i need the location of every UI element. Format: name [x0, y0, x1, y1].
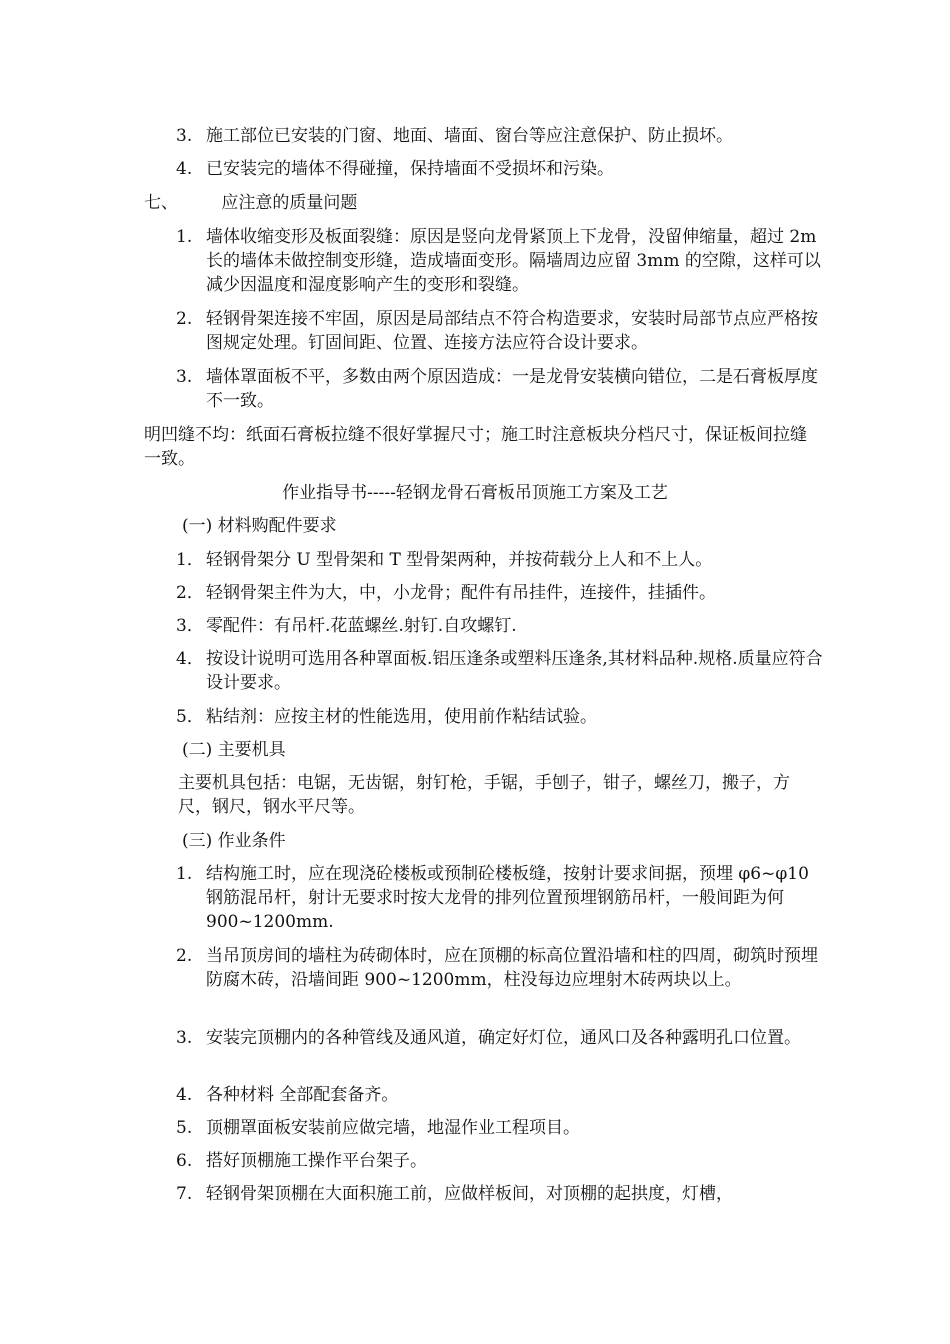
item-text: 轻钢骨架分 U 型骨架和 T 型骨架两种，并按荷载分上人和不上人。: [206, 550, 713, 570]
item-text: 轻钢骨架主件为大，中，小龙骨；配件有吊挂件，连接件，挂插件。: [206, 583, 716, 603]
list-item: [176, 157, 826, 181]
item-number: 3．: [176, 616, 204, 636]
item-number: 2.: [176, 946, 193, 966]
subsection-heading: (三) 作业条件: [182, 831, 286, 851]
list-item: [176, 1149, 826, 1173]
tools-paragraph: 主要机具包括：电锯，无齿锯，射钉枪，手锯，手刨子，钳子，螺丝刀，搬子，方尺，钢尺，钢水平尺等。: [178, 773, 790, 817]
list-item: [176, 862, 826, 934]
item-text: 墙体罩面板不平，多数由两个原因造成：一是龙骨安装横向错位，二是石膏板厚度不一致。: [206, 367, 818, 411]
item-number: 1.: [176, 227, 193, 247]
section-number: 七、: [144, 193, 178, 213]
item-number: 3.: [176, 1028, 193, 1048]
list-item: [176, 1182, 826, 1206]
item-text: 轻钢骨架连接不牢固，原因是局部结点不符合构造要求，安装时局部节点应严格按图规定处理。钉固间距、位置、连接方法应符合设计要求。: [206, 309, 818, 353]
item-number: 4.: [176, 1085, 193, 1105]
document-title: 作业指导书-----轻钢龙骨石膏板吊顶施工方案及工艺: [282, 483, 668, 503]
item-text: 各种材料 全部配套备齐。: [206, 1085, 399, 1105]
item-text: 当吊顶房间的墙柱为砖砌体时，应在顶棚的标高位置沿墙和柱的四周，砌筑时预埋防腐木砖，沿墙间距 900~1200mm，柱没每边应埋射木砖两块以上。: [206, 946, 818, 990]
list-item: [176, 705, 826, 729]
item-number: 3.: [176, 367, 193, 387]
item-text: 搭好顶棚施工操作平台架子。: [206, 1151, 427, 1171]
item-number: 4.: [176, 159, 193, 179]
item-text: 结构施工时，应在现浇砼楼板或预制砼楼板缝，按射计要求间据，预埋 φ6~φ10 钢筋混吊杆，射计无要求时按大龙骨的排列位置预埋钢筋吊杆，一般间距为何 900~1200mm.: [206, 864, 809, 932]
item-number: 6.: [176, 1151, 193, 1171]
list-item: [176, 124, 826, 148]
list-item: [176, 1026, 826, 1050]
item-number: 5．: [176, 707, 204, 727]
list-item: [176, 548, 826, 572]
list-item: [176, 647, 826, 695]
item-text: 粘结剂：应按主材的性能选用，使用前作粘结试验。: [206, 707, 597, 727]
item-number: 5.: [176, 1118, 193, 1138]
list-item: [176, 944, 826, 992]
list-item: [176, 581, 826, 605]
item-text: 施工部位已安装的门窗、地面、墙面、窗台等应注意保护、防止损坏。: [206, 126, 733, 146]
item-number: 2．: [176, 583, 204, 603]
list-item: [176, 1083, 826, 1107]
note-paragraph: 明凹缝不均：纸面石膏板拉缝不很好掌握尺寸；施工时注意板块分档尺寸，保证板间拉缝一致。: [144, 425, 807, 469]
item-number: 1．: [176, 550, 204, 570]
item-number: 2.: [176, 309, 193, 329]
item-number: 7.: [176, 1184, 193, 1204]
list-item: [176, 614, 826, 638]
item-text: 已安装完的墙体不得碰撞，保持墙面不受损坏和污染。: [206, 159, 614, 179]
item-number: 3.: [176, 126, 193, 146]
item-text: 墙体收缩变形及板面裂缝：原因是竖向龙骨紧顶上下龙骨，没留伸缩量，超过 2m 长的墙体未做控制变形缝，造成墙面变形。隔墙周边应留 3mm 的空隙，这样可以减少因温度和湿度影响产生的变形和裂缝。: [206, 227, 821, 295]
item-text: 按设计说明可选用各种罩面板.铝压逢条或塑料压逢条,其材料品种.规格.质量应符合设计要求。: [206, 649, 823, 693]
list-item: [176, 365, 826, 413]
item-text: 安装完顶棚内的各种管线及通风道，确定好灯位，通风口及各种露明孔口位置。: [206, 1028, 801, 1048]
list-item: [176, 307, 826, 355]
item-number: 1.: [176, 864, 193, 884]
subsection-heading: (二) 主要机具: [182, 740, 286, 760]
list-item: [176, 225, 826, 297]
item-text: 零配件：有吊杆.花蓝螺丝.射钉.自攻螺钉.: [206, 616, 517, 636]
item-text: 顶棚罩面板安装前应做完墙，地湿作业工程项目。: [206, 1118, 580, 1138]
item-text: 轻钢骨架顶棚在大面积施工前，应做样板间，对顶棚的起拱度，灯槽，: [206, 1184, 733, 1204]
section-heading: [144, 191, 357, 215]
list-item: [176, 1116, 826, 1140]
item-number: 4．: [176, 649, 204, 669]
subsection-heading: (一) 材料购配件要求: [182, 516, 337, 536]
section-title: 应注意的质量问题: [221, 193, 358, 213]
